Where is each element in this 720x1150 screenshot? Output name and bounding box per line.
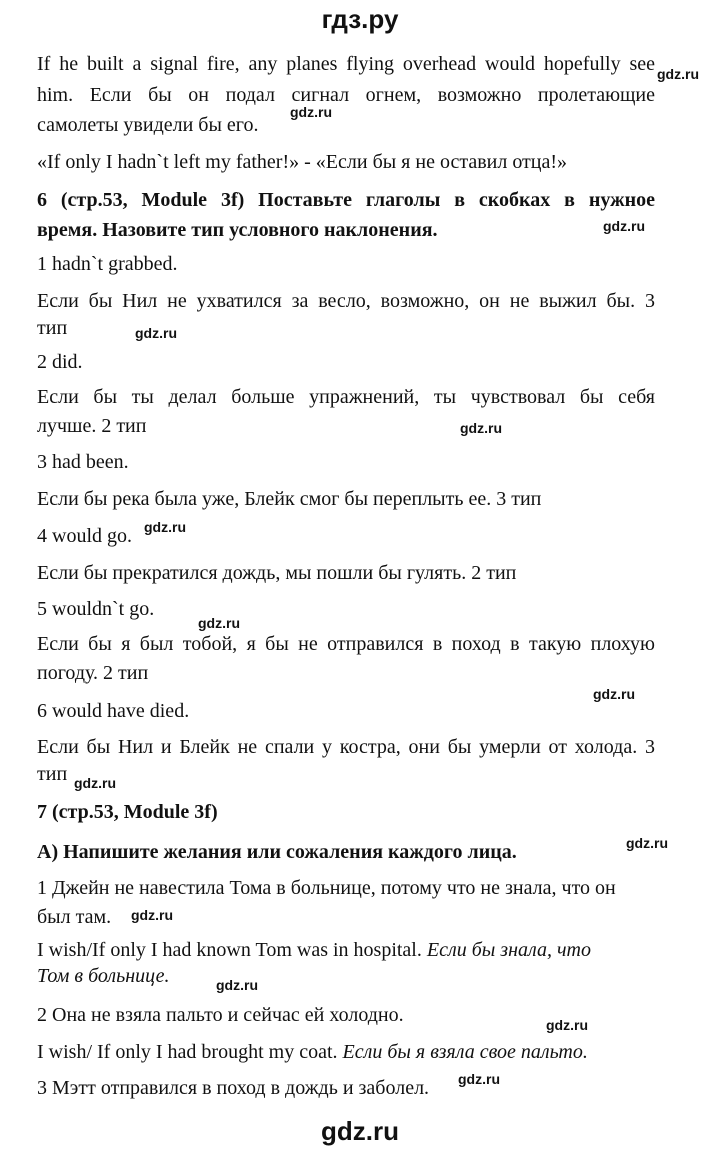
task6-answer-4: 4 would go.: [37, 525, 132, 547]
task7-answer-1-translation-line-2: Том в больнице.: [37, 965, 170, 987]
task7-answer-2: [37, 1040, 655, 1064]
task6-answer-2: 2 did.: [37, 351, 83, 373]
watermark: gdz.ru: [290, 104, 332, 120]
task6-answer-5: 5 wouldn`t go.: [37, 598, 155, 620]
intro-quote: «If only I hadn`t left my father!» - «Если бы я не оставил отца!»: [37, 151, 568, 173]
task6-title-line-2: время. Назовите тип условного наклонения.: [37, 219, 438, 241]
task6-translation-6-line-2: тип: [37, 763, 68, 785]
task6-title-line-1: 6 (стр.53, Module 3f) Поставьте глаголы в скобках в нужное: [37, 189, 655, 211]
watermark: gdz.ru: [546, 1017, 588, 1033]
watermark: gdz.ru: [144, 519, 186, 535]
site-header: гдз.ру: [321, 4, 399, 34]
task7-prompt-3: 3 Мэтт отправился в поход в дождь и заболел.: [37, 1077, 430, 1099]
task6-answer-3: 3 had been.: [37, 451, 129, 473]
task6-translation-5-line-2: погоду. 2 тип: [37, 662, 149, 684]
watermark: gdz.ru: [198, 615, 240, 631]
task6-answer-1: 1 hadn`t grabbed.: [37, 253, 178, 275]
task6-translation-2-line-2: лучше. 2 тип: [37, 415, 147, 437]
task6-translation-1-line-2: тип: [37, 317, 68, 339]
task6-translation-5-line-1: Если бы я был тобой, я бы не отправился в поход в такую плохую: [37, 633, 655, 655]
intro-line-2: him. Если бы он подал сигнал огнем, возможно пролетающие: [37, 84, 655, 106]
task7-answer-1-english: I wish/If only I had known Tom was in hospital.: [37, 939, 422, 961]
watermark: gdz.ru: [458, 1071, 500, 1087]
intro-line-3: самолеты увидели бы его.: [37, 114, 259, 136]
task7-prompt-1-line-2: был там.: [37, 906, 112, 928]
task6-translation-1-line-1: Если бы Нил не ухватился за весло, возможно, он не выжил бы. 3: [37, 290, 655, 312]
task7-answer-2-english: I wish/ If only I had brought my coat.: [37, 1041, 338, 1063]
watermark: gdz.ru: [74, 775, 116, 791]
task6-translation-4: Если бы прекратился дождь, мы пошли бы гулять. 2 тип: [37, 562, 517, 584]
intro-line-1: If he built a signal fire, any planes flying overhead would hopefully see: [37, 53, 655, 75]
watermark: gdz.ru: [135, 325, 177, 341]
watermark: gdz.ru: [626, 835, 668, 851]
task7-answer-1-translation: Если бы знала, что: [426, 939, 591, 961]
task7-answer-2-translation: Если бы я взяла свое пальто.: [342, 1041, 588, 1063]
watermark: gdz.ru: [657, 66, 699, 82]
task6-translation-3: Если бы река была уже, Блейк смог бы переплыть ее. 3 тип: [37, 488, 542, 510]
task6-translation-2-line-1: Если бы ты делал больше упражнений, ты чувствовал бы себя: [37, 386, 655, 408]
watermark: gdz.ru: [216, 977, 258, 993]
task7-subtitle: А) Напишите желания или сожаления каждого лица.: [37, 841, 517, 863]
task7-prompt-1-line-1: 1 Джейн не навестила Тома в больнице, потому что не знала, что он: [37, 877, 616, 899]
watermark: gdz.ru: [131, 907, 173, 923]
task7-answer-1: [37, 938, 655, 962]
watermark: gdz.ru: [460, 420, 502, 436]
site-footer: gdz.ru: [321, 1116, 399, 1146]
task6-translation-6-line-1: Если бы Нил и Блейк не спали у костра, они бы умерли от холода. 3: [37, 736, 655, 758]
watermark: gdz.ru: [593, 686, 635, 702]
task7-answer-1-line-2: [37, 964, 655, 988]
task7-prompt-2: 2 Она не взяла пальто и сейчас ей холодно.: [37, 1004, 404, 1026]
task7-title: 7 (стр.53, Module 3f): [37, 801, 218, 823]
task6-answer-6: 6 would have died.: [37, 700, 190, 722]
watermark: gdz.ru: [603, 218, 645, 234]
